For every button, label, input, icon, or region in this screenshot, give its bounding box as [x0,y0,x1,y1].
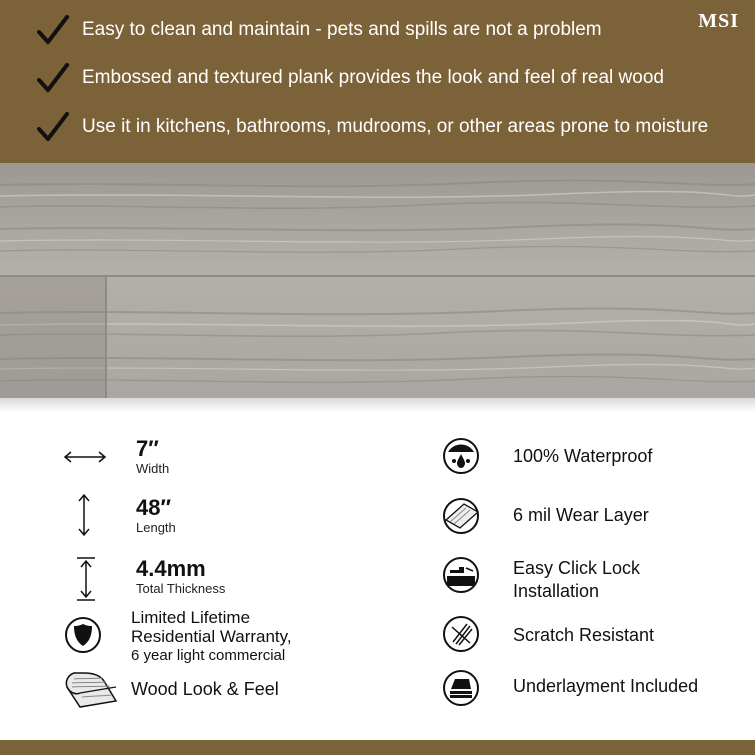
wood-look-text: Wood Look & Feel [131,679,279,699]
underlayment-text: Underlayment Included [513,676,699,696]
length-label: Length [136,520,176,535]
length-value: 48″ [136,495,172,520]
plank-photo [0,163,755,398]
benefit-item [36,10,602,50]
benefit-text: Easy to clean and maintain - pets and spills are not a problem [82,19,602,40]
underlayment-icon [442,669,480,707]
check-icon [36,110,70,144]
click-lock-line2: Installation [513,581,600,601]
check-icon [36,61,70,95]
warranty-line3: 6 year light commercial [131,647,286,664]
width-value: 7″ [136,436,159,461]
click-lock-line1: Easy Click Lock [513,558,641,578]
plank-icon [62,669,120,711]
warranty-line2: Residential Warranty, [131,627,292,646]
wear-layer-icon [440,496,482,536]
brand-logo: MSI [698,10,739,32]
benefit-item [36,58,664,98]
water-drop-icon [442,437,480,475]
thickness-icon [74,556,98,602]
width-arrow-icon [62,447,108,467]
check-icon [36,13,70,47]
shield-icon [64,616,102,654]
benefit-text: Embossed and textured plank provides the look and feel of real wood [82,67,664,88]
click-lock-icon [442,556,480,594]
benefit-item [36,107,708,147]
benefits-banner [0,0,755,163]
wear-layer-text: 6 mil Wear Layer [513,505,649,525]
width-label: Width [136,461,170,476]
waterproof-text: 100% Waterproof [513,446,653,466]
warranty-line1: Limited Lifetime [131,608,251,627]
bottom-band [0,740,755,755]
benefit-text: Use it in kitchens, bathrooms, mudrooms, or other areas prone to moisture [82,116,709,137]
thickness-label: Total Thickness [136,581,226,596]
length-arrow-icon [74,492,94,538]
thickness-value: 4.4mm [136,556,206,581]
scratch-text: Scratch Resistant [513,625,655,645]
plank-shadow [0,398,755,412]
scratch-icon [442,615,480,653]
